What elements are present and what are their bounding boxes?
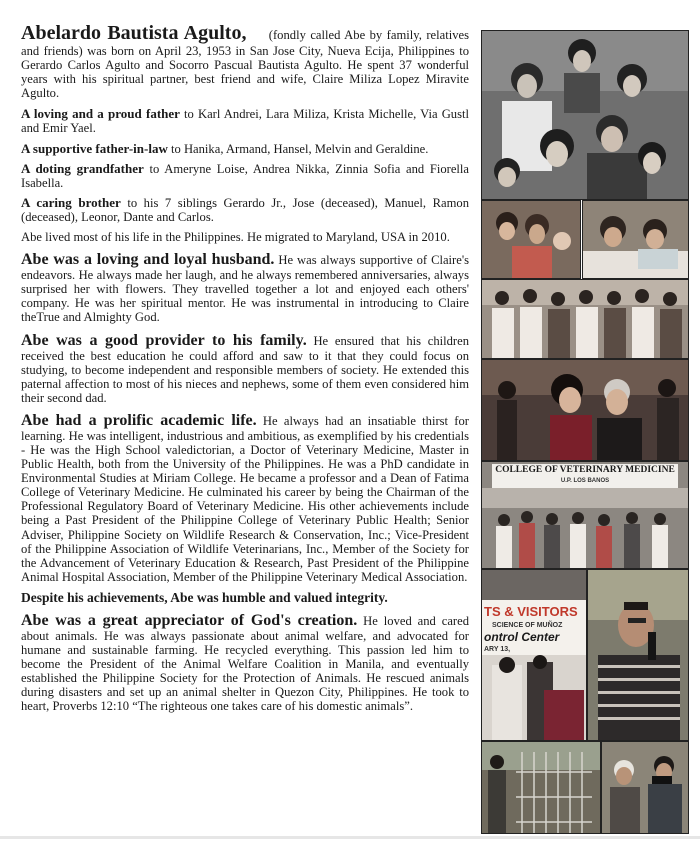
animal-shelter-photo — [481, 741, 601, 834]
singing-man-photo — [587, 569, 689, 741]
photographer-photo — [601, 741, 689, 834]
family-lead: A caring brother — [21, 194, 121, 210]
banner-line-1: TS & VISITORS — [484, 604, 578, 619]
biography-text — [21, 22, 469, 721]
full-name: Abelardo Bautista Agulto, — [21, 22, 247, 44]
family-text: to Hanika, Armand, Hansel, Melvin and Geraldine. — [167, 141, 429, 156]
family-grandfather — [21, 162, 469, 190]
banner-line-2: SCIENCE OF MUÑOZ — [492, 622, 563, 629]
banner-line-4: ARY 13, — [484, 646, 511, 653]
humble-statement — [21, 591, 469, 605]
intro-text: (fondly called Abe by family, relatives and friends) was born on April 23, 1953 in San Jose City, Nueva Ecija, Philippines to Gerardo Carlos Agulto and Socorro Pascual Bautista Agulto. He spent 37 wonderful years with his spiritual partner, best friend and wife, Claire Miliza Lopez Miravite Agulto. — [21, 28, 470, 101]
family-father — [21, 107, 469, 135]
humble-text: Despite his achievements, Abe was humble and valued integrity. — [21, 589, 388, 605]
section-lead: Abe was a great appreciator of God's creation. — [21, 612, 358, 629]
group-photo — [481, 279, 689, 359]
family-text: to Karl Andrei, Lara Miliza, Krista Michelle, Via Gustl and Emir Yael. — [21, 107, 469, 136]
college-photo — [481, 461, 689, 569]
college-sign-subtext: U.P. LOS BANOS — [560, 478, 610, 484]
family-text: to his 7 siblings Gerardo Jr., Jose (deceased), Manuel, Ramon (deceased), Leonor, Dante and Carlos. — [21, 195, 469, 224]
section-text: He was always supportive of Claire's endeavors. He always made her laugh, and he always remembered anniversaries, always surprised her with flowers. They travelled together a lot and enjoyed each others' company. He was her spiritual mentor. He was instrumental in introducing to Claire theTrue and Almighty God. — [21, 253, 470, 325]
section-academic — [21, 412, 469, 584]
section-husband — [21, 251, 469, 324]
family-portrait-photo — [481, 30, 689, 200]
section-lead: Abe had a prolific academic life. — [21, 411, 257, 429]
section-provider — [21, 332, 469, 405]
banner-line-3: ontrol Center — [484, 630, 560, 644]
couple-photo — [481, 359, 689, 461]
visitors-banner-photo — [481, 569, 587, 741]
section-text: He loved and cared about animals. He was always passionate about animal welfare, and advocated for humane and sustainable farming. He recycled everything. This passion led him to become the President of the Animal Welfare Coalition in Manila, and eventually established the Philippine Society for the Protection of Animals. He rescued animals during disasters and set up an animal shelter in Quezon City, Philippines. He took to heart, Proverbs 12:10 “The righteous one takes care of his domestic animals”. — [21, 614, 469, 714]
section-lead: Abe was a loving and loyal husband. — [21, 251, 275, 269]
section-lead: Abe was a good provider to his family. — [21, 331, 307, 349]
intro-paragraph — [21, 22, 469, 100]
bottom-divider — [0, 836, 700, 839]
family-text: to Ameryne Loise, Andrea Nikka, Zinnia Sofia and Fiorella Isabella. — [21, 161, 469, 190]
photo-collage — [478, 28, 688, 832]
family-father-in-law — [21, 142, 469, 156]
family-lead: A loving and a proud father — [21, 106, 180, 122]
family-lead: A supportive father-in-law — [21, 140, 168, 156]
family-brother — [21, 196, 469, 224]
section-text: He always had an insatiable thirst for learning. He was intelligent, industrious and ambitious, as exemplified by his credentials - He was the High School valedictorian, a Doctor of Veterinary Medicine, Master in Public Health, both from the University of the Philippines. He was a PhD candidate in Environmental Studies at Miriam College. He became a professor and a Dean of Fatima College of Veterinary Medicine. He culminated his career by being the Chairman of the Professional Regulatory Board of Veterinary Medicine. His other achievements include being a Past President of the Philippine College of Veterinary Public Health; Senior Adviser, Philippine Society on Wildlife Research & Conservation, Inc.; Vice-President of the Philippine Association of Wildlife Veterinarians, Inc., Member of the Society for the Advancement of Veterinary Education & Research, Past President of the Philippine Animal Hospital Association, Member of the Philippine Veterinary Medical Association. — [21, 413, 469, 584]
section-creation — [21, 612, 469, 714]
section-text: He ensured that his children received the best education he could afford and saw to it that they could focus on studying, to become independent and responsible members of society. He extended this paternal affection to most of his nieces and nephews, some of them even considered him their second dad. — [21, 333, 470, 405]
hospital-photo — [582, 200, 689, 279]
college-sign-text: COLLEGE OF VETERINARY MEDICINE — [495, 465, 675, 475]
migration-paragraph: Abe lived most of his life in the Philippines. He migrated to Maryland, USA in 2010. — [21, 230, 450, 245]
grandchildren-photo — [481, 200, 581, 279]
family-lead: A doting grandfather — [21, 160, 144, 176]
